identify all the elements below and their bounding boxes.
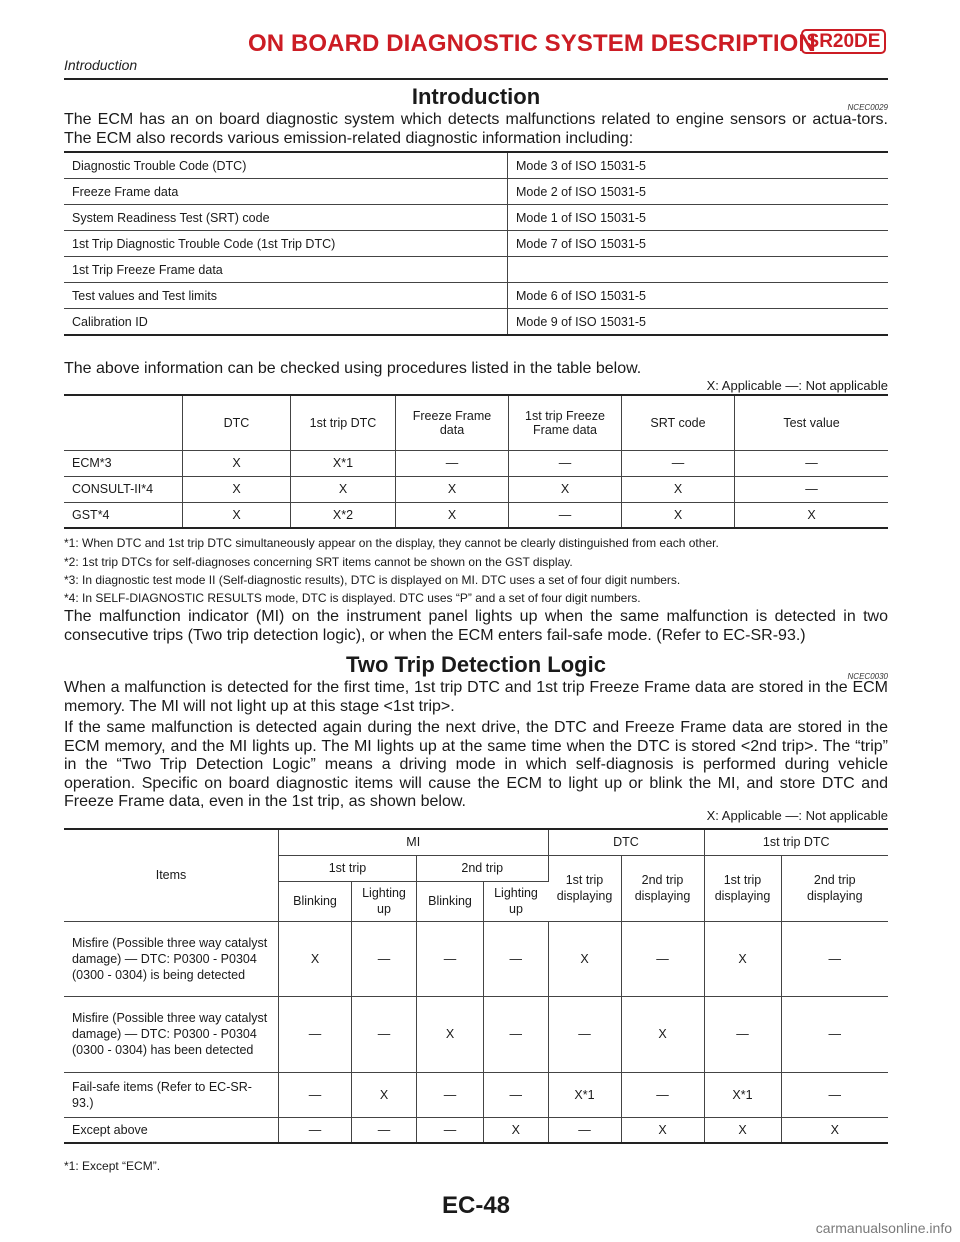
check-procedure-table	[64, 394, 888, 529]
info-item: Calibration ID	[64, 309, 508, 336]
table-cell: —	[417, 1117, 484, 1143]
table-cell: X*2	[291, 502, 396, 528]
two-trip-ref-code: NCEC0030	[847, 672, 888, 681]
table-cell: X	[279, 921, 352, 996]
info-item: 1st Trip Freeze Frame data	[64, 257, 508, 283]
info-item: System Readiness Test (SRT) code	[64, 205, 508, 231]
info-mode: Mode 6 of ISO 15031-5	[508, 283, 889, 309]
table-row	[64, 1117, 888, 1143]
table-row	[64, 257, 888, 283]
table-cell: —	[279, 1117, 352, 1143]
info-item: Freeze Frame data	[64, 179, 508, 205]
footnote: *4: In SELF-DIAGNOSTIC RESULTS mode, DTC is displayed. DTC uses “P” and a set of four digit numbers.	[64, 591, 641, 605]
table-cell: —	[417, 1072, 484, 1117]
table-cell: —	[781, 921, 888, 996]
info-mode: Mode 7 of ISO 15031-5	[508, 231, 889, 257]
table-cell: X	[183, 502, 291, 528]
column-header: 1st trip DTC	[291, 395, 396, 450]
first-trip-header: 1st trip	[279, 855, 417, 881]
table-cell: —	[781, 996, 888, 1072]
table-cell: —	[735, 476, 889, 502]
table-cell: —	[735, 450, 889, 476]
first-trip-displaying-header: 1st trip displaying	[704, 855, 781, 921]
first-trip-dtc-header: 1st trip DTC	[704, 829, 888, 855]
column-header: 1st trip Freeze Frame data	[509, 395, 622, 450]
item-label: Fail-safe items (Refer to EC-SR-93.)	[64, 1072, 279, 1117]
table-cell: —	[548, 996, 621, 1072]
lighting-up-header: Lighting up	[352, 881, 417, 921]
table-cell: X*1	[704, 1072, 781, 1117]
table-row	[64, 450, 888, 476]
table-row	[64, 309, 888, 336]
info-mode: Mode 9 of ISO 15031-5	[508, 309, 889, 336]
table-cell: —	[352, 996, 417, 1072]
two-trip-table	[64, 828, 888, 1144]
info-item: Diagnostic Trouble Code (DTC)	[64, 152, 508, 179]
blinking-header: Blinking	[279, 881, 352, 921]
info-item: 1st Trip Diagnostic Trouble Code (1st Trip DTC)	[64, 231, 508, 257]
table-cell: X	[396, 476, 509, 502]
table-row	[64, 205, 888, 231]
column-header: SRT code	[622, 395, 735, 450]
table-cell: —	[352, 1117, 417, 1143]
table-cell: X	[509, 476, 622, 502]
table-row	[64, 231, 888, 257]
intro-paragraph: The ECM has an on board diagnostic system which detects malfunctions related to engine sensors or actua-tors. The ECM also records various emission-related diagnostic information including:	[64, 111, 888, 147]
info-mode	[508, 257, 889, 283]
mi-paragraph: The malfunction indicator (MI) on the instrument panel lights up when the same malfunction is detected in two consecutive trips (Two trip detection logic), or when the ECM enters fail-safe mode. (Refer to EC-SR-93.)	[64, 608, 888, 644]
table-cell: —	[621, 1072, 704, 1117]
tool-name: CONSULT-II*4	[64, 476, 183, 502]
table-cell: X	[484, 1117, 549, 1143]
table-cell: X	[183, 450, 291, 476]
table-cell: —	[484, 1072, 549, 1117]
table-cell: —	[484, 996, 549, 1072]
table-row	[64, 1072, 888, 1117]
items-header: Items	[64, 829, 279, 921]
table-cell: —	[279, 1072, 352, 1117]
page-number: EC-48	[441, 1192, 511, 1219]
table-cell: X	[622, 502, 735, 528]
item-label: Misfire (Possible three way catalyst damage) — DTC: P0300 - P0304 (0300 - 0304) is being detected	[64, 921, 279, 996]
table-cell: —	[396, 450, 509, 476]
table-cell: X	[704, 921, 781, 996]
table-cell: —	[704, 996, 781, 1072]
table-cell: X*1	[548, 1072, 621, 1117]
footnote: *3: In diagnostic test mode II (Self-diagnostic results), DTC is displayed on MI. DTC uses a set of four digit numbers.	[64, 573, 681, 587]
item-label: Misfire (Possible three way catalyst damage) — DTC: P0300 - P0304 (0300 - 0304) has been detected	[64, 996, 279, 1072]
table-row	[64, 921, 888, 996]
header-divider	[64, 78, 888, 80]
table-cell: X	[622, 476, 735, 502]
check-intro-paragraph: The above information can be checked using procedures listed in the table below.	[64, 360, 642, 377]
table-cell: X	[735, 502, 889, 528]
table-row	[64, 152, 888, 179]
trip-table-footnote: *1: Except “ECM”.	[64, 1159, 161, 1173]
item-label: Except above	[64, 1117, 279, 1143]
two-trip-heading: Two Trip Detection Logic	[346, 652, 606, 677]
info-item: Test values and Test limits	[64, 283, 508, 309]
column-header	[64, 395, 183, 450]
diagnostic-info-table	[64, 151, 888, 336]
table-row	[64, 502, 888, 528]
dtc-header: DTC	[548, 829, 704, 855]
header-title: ON BOARD DIAGNOSTIC SYSTEM DESCRIPTION	[248, 30, 816, 57]
table-cell: X	[183, 476, 291, 502]
second-trip-displaying-header: 2nd trip displaying	[781, 855, 888, 921]
table-header-row	[64, 829, 888, 855]
two-trip-paragraph: When a malfunction is detected for the first time, 1st trip DTC and 1st trip Freeze Frame data are stored in the ECM memory. The MI will not light up at this stage <1st trip>.	[64, 679, 888, 715]
table-cell: X	[704, 1117, 781, 1143]
column-header: Test value	[735, 395, 889, 450]
table-cell: —	[509, 450, 622, 476]
table-cell: X	[396, 502, 509, 528]
watermark: carmanualsonline.info	[815, 1220, 952, 1236]
table-cell: —	[484, 921, 549, 996]
intro-heading: Introduction	[411, 84, 541, 109]
table-cell: X	[781, 1117, 888, 1143]
info-mode: Mode 2 of ISO 15031-5	[508, 179, 889, 205]
intro-ref-code: NCEC0029	[847, 103, 888, 112]
two-trip-paragraph-2: If the same malfunction is detected again during the next drive, the DTC and Freeze Frame data are stored in the ECM memory, and the MI lights up. The MI lights up at the same time when the DTC is stored <2nd trip>. The “trip” in the “Two Trip Detection Logic” means a driving mode in which self-diagnosis is performed during vehicle operation. Specific on board diagnostic items will cause the ECM to light up or blink the MI, and store DTC and Freeze Frame data, even in the 1st trip, as shown below.	[64, 719, 888, 811]
second-trip-header: 2nd trip	[417, 855, 549, 881]
mi-header: MI	[279, 829, 549, 855]
table-cell: X	[621, 1117, 704, 1143]
header-subtitle: Introduction	[64, 57, 138, 73]
table-row	[64, 283, 888, 309]
table-row	[64, 996, 888, 1072]
table-cell: —	[352, 921, 417, 996]
table-cell: —	[548, 1117, 621, 1143]
table-cell: X	[621, 996, 704, 1072]
model-badge: SR20DE	[801, 29, 886, 54]
table-cell: X*1	[291, 450, 396, 476]
table-cell: —	[781, 1072, 888, 1117]
table-header-row	[64, 395, 888, 450]
first-trip-displaying-header: 1st trip displaying	[548, 855, 621, 921]
table-cell: X	[352, 1072, 417, 1117]
footnote: *1: When DTC and 1st trip DTC simultaneously appear on the display, they cannot be clearly distinguished from each other.	[64, 536, 719, 550]
table-cell: X	[291, 476, 396, 502]
info-mode: Mode 3 of ISO 15031-5	[508, 152, 889, 179]
second-trip-displaying-header: 2nd trip displaying	[621, 855, 704, 921]
lighting-up-header: Lighting up	[484, 881, 549, 921]
applicable-legend: X: Applicable —: Not applicable	[706, 378, 888, 393]
table-cell: —	[622, 450, 735, 476]
table-cell: —	[509, 502, 622, 528]
table-cell: X	[548, 921, 621, 996]
info-mode: Mode 1 of ISO 15031-5	[508, 205, 889, 231]
table-cell: X	[417, 996, 484, 1072]
tool-name: GST*4	[64, 502, 183, 528]
footnote: *2: 1st trip DTCs for self-diagnoses concerning SRT items cannot be shown on the GST display.	[64, 555, 573, 569]
tool-name: ECM*3	[64, 450, 183, 476]
blinking-header: Blinking	[417, 881, 484, 921]
table-cell: —	[621, 921, 704, 996]
applicable-legend-2: X: Applicable —: Not applicable	[706, 808, 888, 823]
table-cell: —	[279, 996, 352, 1072]
column-header: DTC	[183, 395, 291, 450]
table-row	[64, 476, 888, 502]
column-header: Freeze Frame data	[396, 395, 509, 450]
table-row	[64, 179, 888, 205]
table-cell: —	[417, 921, 484, 996]
